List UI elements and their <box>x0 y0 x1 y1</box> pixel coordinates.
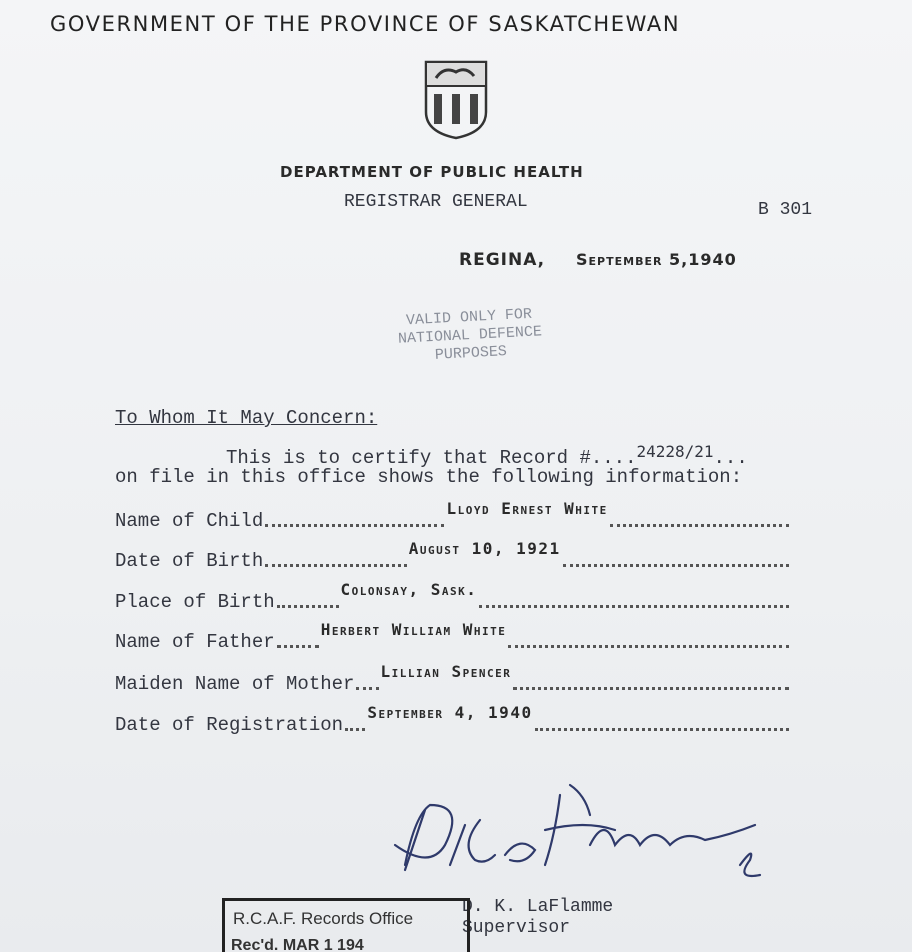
field-value: August 10, 1921 <box>408 539 561 558</box>
body-text: ... <box>713 447 748 469</box>
salutation: To Whom It May Concern: <box>115 407 378 429</box>
dot-leader <box>535 728 789 731</box>
field-value: September 4, 1940 <box>367 703 533 722</box>
stamp-line: NATIONAL DEFENCE <box>397 323 543 348</box>
field-row-child-name <box>115 499 791 532</box>
stamp-line: VALID ONLY FOR <box>405 305 533 330</box>
dot-leader <box>345 728 365 731</box>
field-row-registration-date <box>115 703 791 736</box>
field-row-birth-date <box>115 539 791 572</box>
government-header: GOVERNMENT OF THE PROVINCE OF SASKATCHEWAN <box>50 12 681 36</box>
field-label: Name of Father <box>115 631 275 653</box>
signatory-title: Supervisor <box>462 918 571 938</box>
dot-leader <box>479 605 789 608</box>
rcaf-received-stamp <box>222 898 470 952</box>
field-label: Date of Birth <box>115 550 264 572</box>
field-value: Colonsay, Sask. <box>340 580 478 599</box>
registrar-general: REGISTRAR GENERAL <box>344 192 528 212</box>
dot-leader <box>508 645 789 648</box>
issue-date: September 5,1940 <box>576 250 737 269</box>
department-name: DEPARTMENT OF PUBLIC HEALTH <box>280 163 584 181</box>
body-text: This is to certify that Record #.... <box>226 447 637 469</box>
reference-number: B 301 <box>758 200 813 220</box>
field-row-mother-maiden-name <box>115 662 791 695</box>
field-value: Lillian Spencer <box>380 662 512 681</box>
dot-leader <box>277 605 339 608</box>
dot-leader <box>610 524 789 527</box>
field-row-father-name <box>115 620 791 653</box>
dot-leader <box>513 687 789 690</box>
field-value: Lloyd Ernest White <box>446 499 608 518</box>
record-number: 24228/21 <box>636 442 714 461</box>
dot-leader <box>265 564 406 567</box>
saskatchewan-crest-icon <box>424 60 488 140</box>
field-label: Date of Registration <box>115 714 344 736</box>
dot-leader <box>356 687 378 690</box>
field-row-birth-place <box>115 580 791 613</box>
field-label: Name of Child <box>115 510 264 532</box>
handwritten-signature <box>385 775 775 890</box>
stamp-office: R.C.A.F. Records Office <box>233 909 414 928</box>
field-label: Maiden Name of Mother <box>115 673 355 695</box>
dot-leader <box>563 564 789 567</box>
signatory-name: D. K. LaFlamme <box>462 897 614 917</box>
dot-leader <box>265 524 444 527</box>
valid-only-stamp <box>369 304 572 368</box>
field-value: Herbert William White <box>320 620 507 639</box>
dot-leader <box>277 645 319 648</box>
body-line-2: on file in this office shows the following information: <box>115 466 743 488</box>
place: REGINA, <box>459 250 546 270</box>
stamp-line: PURPOSES <box>434 343 508 364</box>
field-label: Place of Birth <box>115 591 275 613</box>
stamp-received-date: Rec'd. MAR 1 194 <box>231 937 364 952</box>
